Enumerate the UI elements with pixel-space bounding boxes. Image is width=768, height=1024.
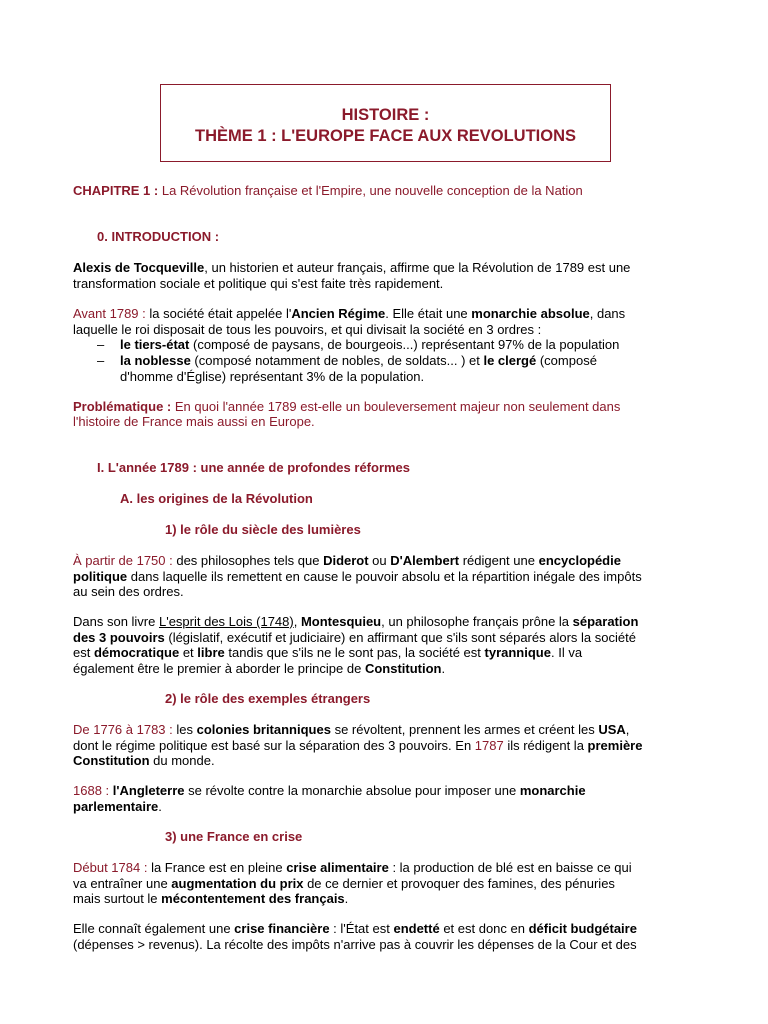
- text: se révoltent, prennent les armes et créent les: [330, 722, 599, 737]
- bold-text: première: [587, 738, 643, 753]
- text: .: [158, 799, 162, 814]
- text: , dans: [589, 306, 626, 321]
- text: (composé notamment de nobles, de soldats... ) et: [190, 353, 484, 368]
- text: est: [73, 645, 94, 660]
- problematique-line-2: l'histoire de France mais aussi en Europe.: [73, 414, 315, 429]
- paragraph-7-line-3: [73, 891, 348, 907]
- date-label: Avant 1789 :: [73, 306, 146, 321]
- bold-text: USA: [598, 722, 626, 737]
- bold-text: endetté: [393, 921, 440, 936]
- text: (composé: [536, 353, 597, 368]
- bold-text: parlementaire: [73, 799, 159, 814]
- bold-text: Constitution: [73, 753, 150, 768]
- bullet-dash: –: [97, 337, 105, 352]
- bold-text: le clergé: [483, 353, 537, 368]
- bullet-2-line-2: d'homme d'Église) représentant 3% de la population.: [120, 369, 425, 384]
- paragraph-4-line-4: [73, 661, 445, 677]
- text: ,: [293, 614, 301, 629]
- title-box: [160, 84, 611, 162]
- text: (législatif, exécutif et judiciaire) en affirmant que s'ils sont séparés alors la société: [164, 630, 636, 645]
- subsection-a-heading: A. les origines de la Révolution: [120, 491, 313, 506]
- bullet-2: [120, 353, 597, 369]
- bold-text: déficit budgétaire: [528, 921, 637, 936]
- text: dont le régime politique est basé sur la séparation des 3 pouvoirs. En: [73, 738, 475, 753]
- bold-text: Alexis de Tocqueville: [73, 260, 205, 275]
- bullet-1: [120, 337, 619, 353]
- chapter-text: La Révolution française et l'Empire, une nouvelle conception de la Nation: [158, 183, 583, 198]
- bold-text: monarchie absolue: [471, 306, 590, 321]
- title-line-2: THÈME 1 : L'EUROPE FACE AUX REVOLUTIONS: [194, 127, 576, 145]
- text: : la production de blé est en baisse ce qui: [388, 860, 632, 875]
- bold-text: crise alimentaire: [286, 860, 389, 875]
- text: va entraîner une: [73, 876, 172, 891]
- paragraph-2-line-1: [73, 306, 625, 322]
- text: et: [179, 645, 198, 660]
- title-line-1: HISTOIRE :: [341, 106, 430, 124]
- paragraph-4-line-2: [73, 630, 636, 646]
- section-1-heading: I. L'année 1789 : une année de profondes réformes: [97, 460, 411, 475]
- book-title: L'esprit des Lois (1748): [158, 614, 294, 629]
- paragraph-7-line-2: [73, 876, 615, 892]
- text: , un philosophe français prône la: [381, 614, 573, 629]
- text: tandis que s'ils ne le sont pas, la société est: [224, 645, 485, 660]
- intro-heading: 0. INTRODUCTION :: [97, 229, 220, 244]
- bold-text: politique: [73, 569, 128, 584]
- bold-text: Montesquieu: [300, 614, 382, 629]
- text: .: [441, 661, 446, 676]
- bold-text: libre: [197, 645, 225, 660]
- bold-text: des 3 pouvoirs: [73, 630, 165, 645]
- text: ou: [368, 553, 391, 568]
- text: des philosophes tels que: [172, 553, 324, 568]
- text: mais surtout le: [73, 891, 162, 906]
- bold-text: augmentation du prix: [171, 876, 304, 891]
- bold-text: mécontentement des français: [161, 891, 345, 906]
- paragraph-5-line-1: [73, 722, 629, 738]
- bold-text: le tiers-état: [120, 337, 190, 352]
- paragraph-8-line-2: (dépenses > revenus). La récolte des impôts n'arrive pas à couvrir les dépenses de la Cour et des: [73, 937, 637, 952]
- text: se révolte contre la monarchie absolue pour imposer une: [184, 783, 520, 798]
- bullet-dash: –: [97, 353, 105, 368]
- text: (composé de paysans, de bourgeois...) représentant 97% de la population: [189, 337, 620, 352]
- text: rédigent une: [459, 553, 539, 568]
- paragraph-7-line-1: [73, 860, 632, 876]
- text: Dans son livre: [73, 614, 159, 629]
- text: , un historien et auteur français, affirme que la Révolution de 1789 est une: [204, 260, 631, 275]
- date-label: 1787: [474, 738, 504, 753]
- chapter-label: CHAPITRE 1 :: [73, 183, 159, 198]
- text: la société était appelée l': [145, 306, 292, 321]
- subsection-3-heading: 3) une France en crise: [165, 829, 303, 844]
- text: dans laquelle ils remettent en cause le pouvoir absolu et la répartition inégale des impôts: [127, 569, 642, 584]
- problematique-label: Problématique :: [73, 399, 172, 414]
- paragraph-3-line-3: au sein des ordres.: [73, 584, 184, 599]
- chapter-heading: [73, 183, 583, 199]
- date-label: De 1776 à 1783 :: [73, 722, 173, 737]
- text: . Il va: [550, 645, 583, 660]
- paragraph-8-line-1: [73, 921, 637, 937]
- bold-text: D'Alembert: [390, 553, 460, 568]
- bold-text: crise financière: [234, 921, 330, 936]
- paragraph-6-line-2: [73, 799, 162, 815]
- bold-text: Ancien Régime: [291, 306, 386, 321]
- paragraph-3-line-2: [73, 569, 642, 585]
- bold-text: démocratique: [93, 645, 180, 660]
- text: du monde.: [149, 753, 215, 768]
- date-label: À partir de 1750 :: [73, 553, 173, 568]
- text: : l'État est: [329, 921, 394, 936]
- bold-text: Diderot: [323, 553, 369, 568]
- text: ils rédigent la: [503, 738, 588, 753]
- text: et est donc en: [439, 921, 529, 936]
- date-label: 1688 :: [73, 783, 110, 798]
- text: les: [172, 722, 197, 737]
- bold-text: encyclopédie: [538, 553, 621, 568]
- bold-text: tyrannique: [484, 645, 551, 660]
- text: En quoi l'année 1789 est-elle un bouleversement majeur non seulement dans: [171, 399, 621, 414]
- bold-text: monarchie: [519, 783, 586, 798]
- date-label: Début 1784 :: [73, 860, 148, 875]
- paragraph-1-line-1: [73, 260, 630, 276]
- paragraph-6-line-1: [73, 783, 586, 799]
- text: ,: [625, 722, 630, 737]
- text: Elle connaît également une: [73, 921, 235, 936]
- bold-text: colonies britanniques: [196, 722, 331, 737]
- paragraph-2-line-2: laquelle le roi disposait de tous les pouvoirs, et qui divisait la société en 3 ordres :: [73, 322, 542, 337]
- bold-text: séparation: [572, 614, 639, 629]
- paragraph-4-line-1: [73, 614, 638, 630]
- text: . Elle était une: [385, 306, 472, 321]
- paragraph-5-line-3: [73, 753, 215, 769]
- bold-text: l'Angleterre: [112, 783, 185, 798]
- text: de ce dernier et provoquer des famines, des pénuries: [303, 876, 615, 891]
- paragraph-5-line-2: [73, 738, 642, 754]
- paragraph-3-line-1: [73, 553, 621, 569]
- text: la France est en pleine: [147, 860, 287, 875]
- problematique-line-1: [73, 399, 620, 415]
- paragraph-4-line-3: [73, 645, 582, 661]
- bold-text: la noblesse: [120, 353, 191, 368]
- bold-text: Constitution: [364, 661, 442, 676]
- text: également être le premier à aborder le principe de: [73, 661, 365, 676]
- subsection-1-heading: 1) le rôle du siècle des lumières: [165, 522, 361, 537]
- text: .: [344, 891, 349, 906]
- paragraph-1-line-2: transformation sociale et politique qui s'est faite très rapidement.: [73, 276, 444, 291]
- subsection-2-heading: 2) le rôle des exemples étrangers: [165, 691, 371, 706]
